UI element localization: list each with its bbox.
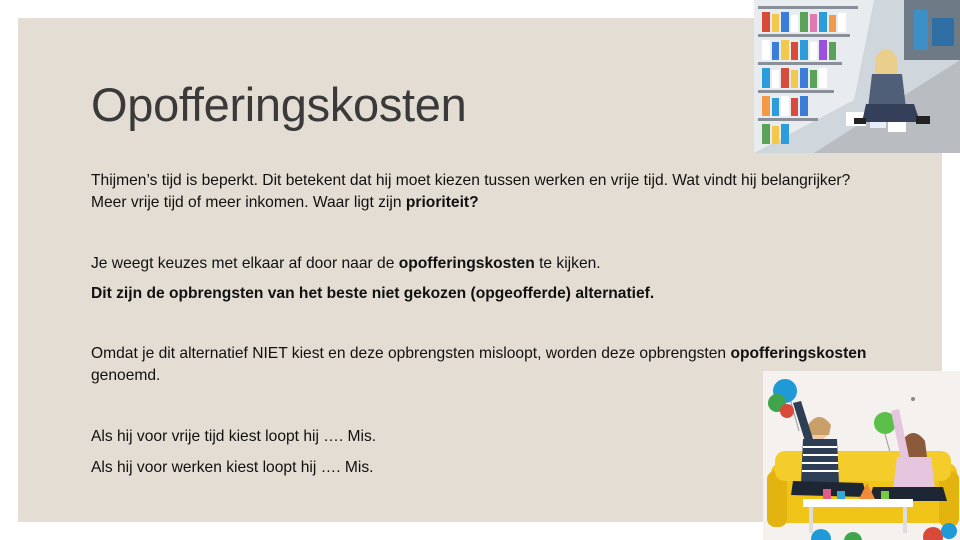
paragraph-text: Je weegt keuzes met elkaar af door naar de — [91, 255, 399, 272]
paragraph-work: Als hij voor werken kiest loopt hij …. Mis. — [91, 459, 374, 476]
paragraph-definition — [91, 283, 871, 305]
supermarket-photo — [754, 0, 960, 153]
paragraph-priority — [91, 170, 871, 214]
paragraph-text: genoemd. — [91, 367, 161, 384]
party-photo — [763, 371, 960, 540]
paragraph-text: Omdat je dit alternatief NIET kiest en deze opbrengsten misloopt, worden deze opbrengsten — [91, 345, 731, 362]
bold-term: opofferingskosten — [398, 255, 535, 272]
paragraph-explanation — [91, 343, 871, 387]
bold-term: prioriteit? — [405, 194, 479, 211]
slide-body — [91, 170, 871, 476]
paragraph-text: te kijken. — [534, 255, 601, 272]
paragraph-text: Thijmen’s tijd is beperkt. Dit betekent dat hij moet kiezen tussen werken en vrije tijd. Wat vindt hij belangrijker? Meer vrije tijd of meer inkomen. Waar ligt zijn — [91, 172, 851, 211]
bold-definition: Dit zijn de opbrengsten van het beste niet gekozen (opgeofferde) alternatief. — [91, 285, 655, 302]
paragraph-free-time: Als hij voor vrije tijd kiest loopt hij …. Mis. — [91, 428, 377, 445]
bold-term: opofferingskosten — [730, 345, 867, 362]
slide-title: Opofferingskosten — [91, 78, 467, 131]
paragraph-weigh-choices — [91, 253, 871, 275]
